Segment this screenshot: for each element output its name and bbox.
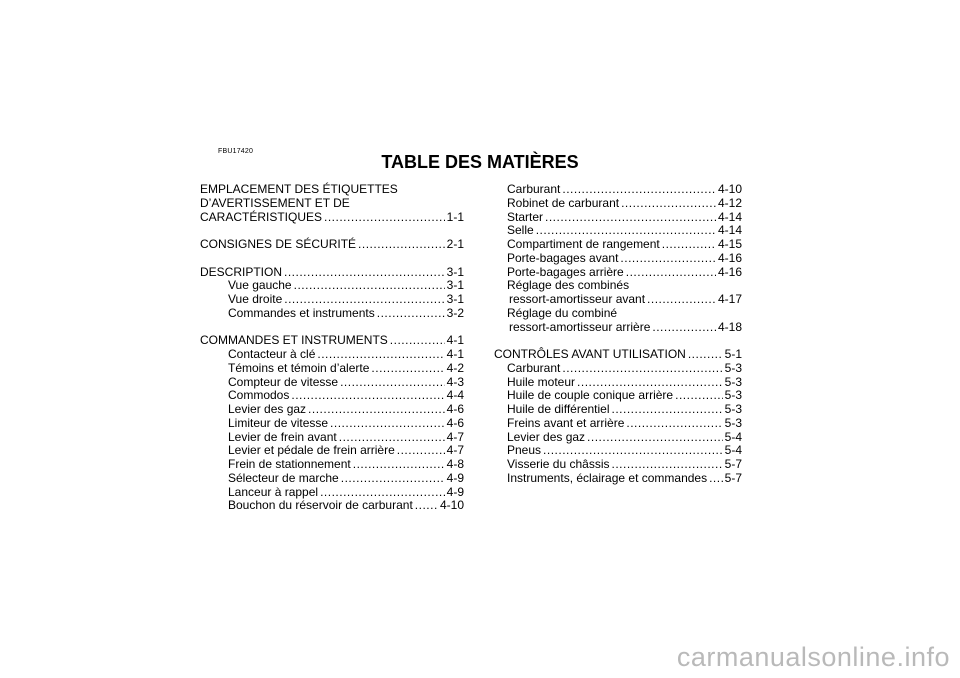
toc-entry-label: CONSIGNES DE SÉCURITÉ bbox=[200, 237, 357, 251]
toc-page-number: 3-1 bbox=[446, 264, 464, 279]
toc-page-number: 4-16 bbox=[717, 250, 742, 265]
toc-page-number: 4-10 bbox=[439, 498, 464, 513]
toc-page-number: 5-1 bbox=[724, 347, 742, 361]
leader-dots bbox=[320, 486, 445, 500]
toc-page-number: 3-1 bbox=[446, 292, 464, 306]
toc-subentry[interactable] bbox=[479, 293, 742, 307]
page-title: TABLE DES MATIÈRES bbox=[381, 152, 579, 172]
leader-dots bbox=[291, 389, 444, 403]
toc-subentry[interactable] bbox=[200, 486, 464, 500]
leader-dots bbox=[652, 321, 716, 335]
leader-dots bbox=[709, 472, 723, 486]
toc-entry[interactable] bbox=[200, 334, 464, 348]
toc-subentry[interactable] bbox=[479, 431, 742, 445]
toc-entry-label: Porte-bagages avant bbox=[507, 250, 619, 265]
leader-dots bbox=[620, 252, 716, 266]
toc-subentry[interactable] bbox=[479, 224, 742, 238]
toc-entry-label: Selle bbox=[507, 223, 534, 238]
leader-dots bbox=[562, 183, 716, 197]
toc-entry-label: DESCRIPTION bbox=[200, 264, 283, 279]
toc-subentry[interactable] bbox=[479, 417, 742, 431]
leader-dots bbox=[562, 362, 722, 376]
toc-page-number: 4-4 bbox=[446, 388, 464, 403]
leader-dots bbox=[397, 444, 445, 458]
toc-entry-label: CARACTÉRISTIQUES bbox=[200, 209, 323, 224]
toc-right-column bbox=[479, 183, 742, 486]
leader-dots bbox=[415, 499, 438, 513]
leader-dots bbox=[647, 293, 716, 307]
toc-subentry[interactable] bbox=[200, 417, 464, 431]
toc-subentry[interactable] bbox=[479, 472, 742, 486]
toc-subentry[interactable] bbox=[200, 279, 464, 293]
toc-entry-label: Sélecteur de marche bbox=[228, 470, 339, 485]
toc-entry-label: D’AVERTISSEMENT ET DE bbox=[200, 195, 350, 210]
toc-subentry[interactable] bbox=[479, 321, 742, 335]
toc-page-number: 4-7 bbox=[446, 443, 464, 458]
toc-entry-label: Levier et pédale de frein arrière bbox=[228, 443, 395, 458]
toc-subentry[interactable] bbox=[200, 499, 464, 513]
toc-subentry[interactable] bbox=[479, 444, 742, 458]
toc-page-number: 5-7 bbox=[724, 457, 742, 471]
toc-page-number: 4-14 bbox=[717, 223, 742, 238]
toc-entry-label: Pneus bbox=[507, 443, 542, 458]
toc-entry-label: Vue gauche bbox=[228, 278, 292, 293]
toc-entry-label: Réglage du combiné bbox=[507, 305, 618, 320]
toc-page-number: 5-4 bbox=[724, 429, 742, 444]
toc-subentry[interactable] bbox=[200, 403, 464, 417]
toc-entry-label: Huile moteur bbox=[507, 374, 576, 389]
leader-dots bbox=[339, 431, 445, 445]
toc-subentry[interactable] bbox=[200, 458, 464, 472]
toc-page-number: 3-1 bbox=[446, 278, 464, 293]
toc-page-number: 4-6 bbox=[446, 402, 464, 416]
leader-dots bbox=[688, 348, 723, 362]
toc-subentry[interactable] bbox=[479, 266, 742, 280]
toc-page-number: 4-6 bbox=[446, 415, 464, 430]
toc-subentry[interactable] bbox=[200, 362, 464, 376]
toc-subentry[interactable] bbox=[479, 252, 742, 266]
toc-page-number: 5-3 bbox=[724, 415, 742, 430]
leader-dots bbox=[353, 458, 445, 472]
toc-subentry[interactable] bbox=[200, 293, 464, 307]
toc-entry-label: Commodos bbox=[228, 388, 290, 403]
toc-page-number: 5-3 bbox=[724, 388, 742, 403]
toc-entry-label: Starter bbox=[507, 209, 544, 224]
toc-page-number: 4-2 bbox=[446, 360, 464, 375]
toc-page-number: 4-3 bbox=[446, 374, 464, 389]
leader-dots bbox=[284, 293, 444, 307]
leader-dots bbox=[377, 307, 445, 321]
toc-entry-label: Levier des gaz bbox=[228, 402, 307, 416]
toc-subentry[interactable] bbox=[479, 376, 742, 390]
leader-dots bbox=[626, 266, 716, 280]
leader-dots bbox=[612, 403, 723, 417]
toc-subentry[interactable] bbox=[479, 362, 742, 376]
toc-page-number: 5-3 bbox=[724, 402, 742, 416]
toc-subentry[interactable] bbox=[200, 307, 464, 321]
leader-dots bbox=[536, 224, 716, 238]
toc-left-column bbox=[200, 183, 464, 513]
toc-entry-label: Carburant bbox=[507, 360, 561, 375]
toc-entry-label: Vue droite bbox=[228, 292, 283, 306]
toc-subentry[interactable] bbox=[479, 238, 742, 252]
toc-entry[interactable] bbox=[200, 238, 464, 252]
leader-dots bbox=[294, 279, 445, 293]
leader-dots bbox=[587, 431, 723, 445]
toc-entry-label: Témoins et témoin d’alerte bbox=[228, 360, 370, 375]
toc-entry-label: Robinet de carburant bbox=[507, 195, 620, 210]
toc-entry-label: Levier de frein avant bbox=[228, 429, 337, 444]
document-code: FBU17420 bbox=[218, 148, 254, 155]
toc-page-number: 1-1 bbox=[446, 209, 464, 224]
toc-entry-label: Limiteur de vitesse bbox=[228, 415, 329, 430]
leader-dots bbox=[662, 238, 716, 252]
toc-page-number: 4-15 bbox=[717, 237, 742, 251]
toc-page-number: 4-8 bbox=[446, 457, 464, 471]
toc-subentry[interactable] bbox=[200, 348, 464, 362]
toc-entry-label: Compartiment de rangement bbox=[507, 237, 660, 251]
toc-page-number: 4-16 bbox=[717, 264, 742, 279]
toc-page-number: 4-9 bbox=[446, 470, 464, 485]
toc-page-number: 4-7 bbox=[446, 429, 464, 444]
toc-entry-label: Huile de couple conique arrière bbox=[507, 388, 674, 403]
toc-subentry[interactable] bbox=[479, 403, 742, 417]
toc-page-number: 4-1 bbox=[446, 333, 464, 348]
leader-dots bbox=[284, 266, 445, 280]
toc-subentry[interactable] bbox=[479, 211, 742, 225]
leader-dots bbox=[341, 472, 445, 486]
leader-dots bbox=[543, 444, 723, 458]
toc-entry-label: Porte-bagages arrière bbox=[507, 264, 624, 279]
toc-entry-label: ressort-amortisseur arrière bbox=[509, 319, 651, 334]
toc-entry-label: Freins avant et arrière bbox=[507, 415, 625, 430]
toc-entry-label: Commandes et instruments bbox=[228, 305, 375, 320]
toc-entry-label: Visserie du châssis bbox=[507, 457, 610, 471]
toc-entry[interactable] bbox=[200, 266, 464, 280]
toc-subentry[interactable] bbox=[200, 389, 464, 403]
toc-entry-label: Frein de stationnement bbox=[228, 457, 351, 471]
toc-page-number: 2-1 bbox=[446, 237, 464, 251]
toc-subentry[interactable] bbox=[200, 431, 464, 445]
toc-entry-label: Compteur de vitesse bbox=[228, 374, 339, 389]
leader-dots bbox=[545, 211, 716, 225]
toc-page-number: 5-4 bbox=[724, 443, 742, 458]
toc-entry-label: Réglage des combinés bbox=[507, 278, 630, 293]
toc-subentry[interactable] bbox=[200, 376, 464, 390]
toc-entry-label: Huile de différentiel bbox=[507, 402, 610, 416]
toc-entry-label: Levier des gaz bbox=[507, 429, 586, 444]
toc-page-number: 4-12 bbox=[717, 195, 742, 210]
toc-entry[interactable] bbox=[200, 211, 464, 225]
toc-subentry[interactable] bbox=[479, 183, 742, 197]
leader-dots bbox=[324, 211, 445, 225]
leader-dots bbox=[317, 348, 444, 362]
toc-page-number: 4-10 bbox=[717, 182, 742, 196]
toc-page-number: 3-2 bbox=[446, 305, 464, 320]
leader-dots bbox=[390, 334, 445, 348]
leader-dots bbox=[675, 389, 723, 403]
toc-entry-label: Instruments, éclairage et commandes bbox=[507, 470, 708, 485]
leader-dots bbox=[371, 362, 444, 376]
leader-dots bbox=[330, 417, 445, 431]
leader-dots bbox=[577, 376, 723, 390]
toc-entry[interactable] bbox=[494, 348, 742, 362]
toc-subentry[interactable] bbox=[200, 444, 464, 458]
leader-dots bbox=[308, 403, 445, 417]
toc-entry-label: Contacteur à clé bbox=[228, 347, 316, 361]
toc-subentry[interactable] bbox=[479, 197, 742, 211]
toc-page-number: 4-1 bbox=[446, 347, 464, 361]
toc-entry-label: CONTRÔLES AVANT UTILISATION bbox=[494, 347, 686, 361]
toc-subentry[interactable] bbox=[479, 458, 742, 472]
leader-dots bbox=[621, 197, 716, 211]
toc-page-number: 4-14 bbox=[717, 209, 742, 224]
toc-page-number: 5-7 bbox=[724, 470, 742, 485]
leader-dots bbox=[358, 238, 445, 252]
toc-page-number: 4-18 bbox=[717, 319, 742, 334]
leader-dots bbox=[612, 458, 723, 472]
leader-dots bbox=[626, 417, 722, 431]
toc-subentry[interactable] bbox=[200, 472, 464, 486]
toc-page-number: 4-17 bbox=[717, 292, 742, 306]
toc-entry-label: EMPLACEMENT DES ÉTIQUETTES bbox=[200, 182, 398, 196]
watermark: carmanualsonline.info bbox=[676, 642, 950, 672]
toc-subentry[interactable] bbox=[479, 389, 742, 403]
toc-entry-label: Bouchon du réservoir de carburant bbox=[228, 498, 413, 513]
toc-entry-label: Lanceur à rappel bbox=[228, 484, 319, 499]
toc-page-number: 5-3 bbox=[724, 360, 742, 375]
toc-entry-label: Carburant bbox=[507, 182, 561, 196]
toc-entry-label: COMMANDES ET INSTRUMENTS bbox=[200, 333, 388, 348]
toc-entry-label: ressort-amortisseur avant bbox=[509, 292, 646, 306]
toc-page-number: 5-3 bbox=[724, 374, 742, 389]
leader-dots bbox=[340, 376, 445, 390]
toc-page-number: 4-9 bbox=[446, 484, 464, 499]
